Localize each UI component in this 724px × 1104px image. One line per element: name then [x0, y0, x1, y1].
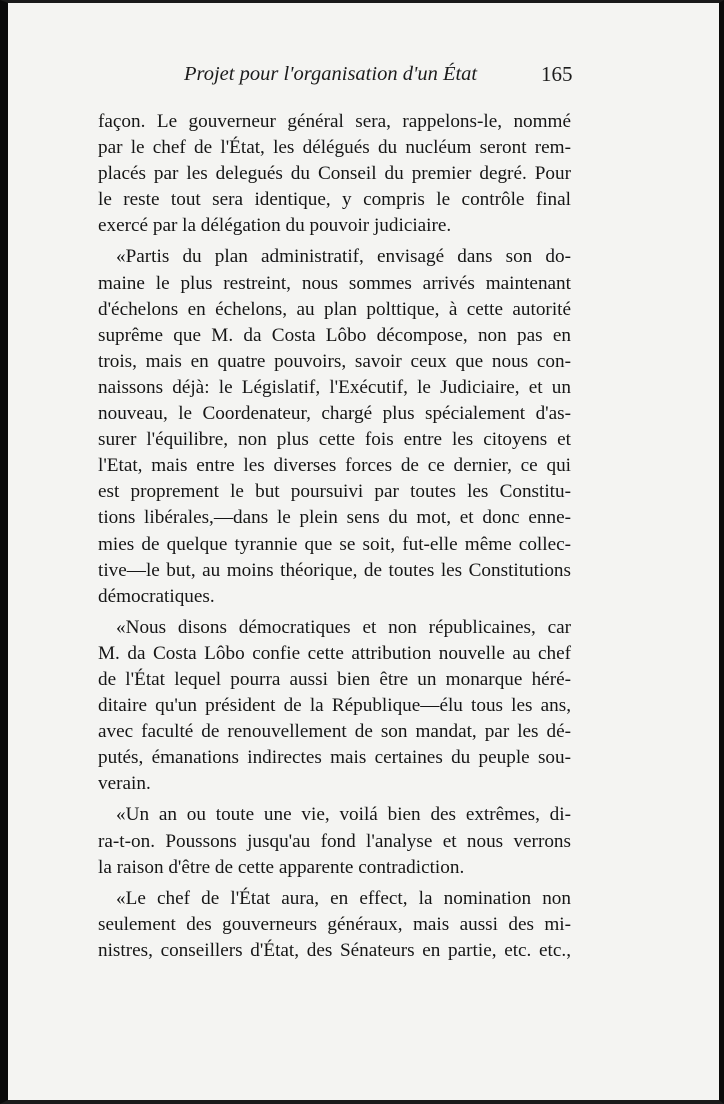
text-line: exercé par la délégation du pouvoir judiciaire. — [98, 215, 452, 237]
text-line: ditaire qu'un président de la République—élu tous les ans, — [98, 695, 571, 717]
text-line: démocratiques. — [98, 585, 215, 607]
text-line: trois, mais en quatre pouvoirs, savoir ceux que nous con- — [98, 350, 571, 372]
text-line: putés, émanations indirectes mais certaines du peuple sou- — [98, 747, 571, 769]
text-line: naissons déjà: le Législatif, l'Exécutif, le Judiciaire, et un — [98, 376, 571, 398]
text-line: maine le plus restreint, nous sommes arrivés maintenant — [98, 272, 571, 294]
text-line: la raison d'être de cette apparente contradiction. — [98, 856, 465, 878]
text-line: M. da Costa Lôbo confie cette attribution nouvelle au chef — [98, 642, 571, 664]
text-line: «Un an ou toute une vie, voilá bien des extrêmes, di- — [116, 804, 571, 826]
text-line: suprême que M. da Costa Lôbo décompose, non pas en — [98, 324, 571, 346]
text-line: façon. Le gouverneur général sera, rappelons-le, nommé — [98, 111, 571, 132]
text-line: le reste tout sera identique, y compris le contrôle final — [98, 189, 571, 211]
text-line: surer l'équilibre, non plus cette fois entre les citoyens et — [98, 429, 571, 451]
running-title: Projet pour l'organisation d'un État — [184, 63, 478, 85]
text-line: d'échelons en échelons, au plan polttique, à cette autorité — [98, 298, 571, 320]
text-line: «Le chef de l'État aura, en effect, la nomination non — [116, 887, 571, 909]
text-line: verain. — [98, 773, 151, 795]
text-line: placés par les delegués du Conseil du premier degré. Pour — [98, 163, 571, 185]
text-line: «Nous disons démocratiques et non républicaines, car — [116, 616, 571, 638]
text-line: par le chef de l'État, les délégués du nucléum seront rem- — [98, 137, 571, 159]
text-line: de l'État lequel pourra aussi bien être un monarque héré- — [98, 668, 571, 690]
body-text — [98, 109, 571, 964]
text-line: tive—le but, au moins théorique, de toutes les Constitutions — [98, 559, 571, 581]
text-line: «Partis du plan administratif, envisagé dans son do- — [116, 246, 571, 268]
text-line: nistres, conseillers d'État, des Sénateurs en partie, etc. etc., — [98, 939, 571, 961]
text-line: avec faculté de renouvellement de son mandat, par les dé- — [98, 721, 571, 743]
page-number: 165 — [541, 62, 573, 86]
text-line: nouveau, le Coordenateur, chargé plus spécialement d'as- — [98, 403, 571, 425]
text-line: l'Etat, mais entre les diverses forces de ce dernier, ce qui — [98, 455, 571, 477]
text-line: mies de quelque tyrannie que se soit, fut-elle même collec- — [98, 533, 571, 555]
text-line: seulement des gouverneurs généraux, mais aussi des mi- — [98, 913, 571, 935]
text-line: tions libérales,—dans le plein sens du mot, et donc enne- — [98, 507, 571, 529]
text-line: est proprement le but poursuivi par toutes les Constitu- — [98, 481, 571, 503]
text-line: ra-t-on. Poussons jusqu'au fond l'analyse et nous verrons — [98, 830, 571, 852]
